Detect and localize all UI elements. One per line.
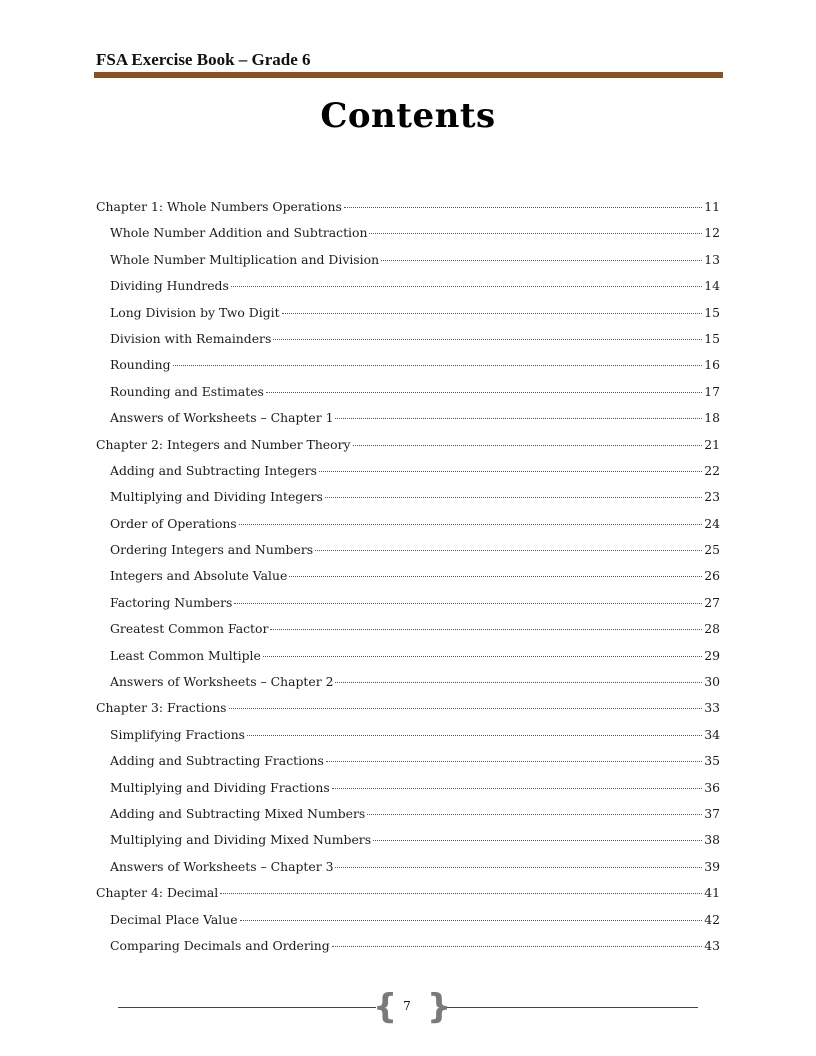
toc-entry-title: Dividing Hundreds — [110, 278, 229, 294]
toc-entry-page: 23 — [704, 489, 720, 505]
page-number: 7 — [403, 999, 411, 1013]
dot-leader — [369, 233, 702, 234]
dot-leader — [353, 445, 703, 446]
toc-entry-title: Multiplying and Dividing Integers — [110, 489, 323, 505]
toc-entry-title: Multiplying and Dividing Fractions — [110, 779, 330, 795]
toc-entry-title: Adding and Subtracting Integers — [110, 462, 318, 478]
toc-entry-page: 39 — [704, 858, 720, 874]
toc-entry-page: 30 — [704, 674, 720, 690]
toc-entry-title: Whole Number Multiplication and Division — [110, 251, 380, 267]
toc-entry-title: Least Common Multiple — [110, 647, 261, 663]
dot-leader — [220, 893, 702, 894]
toc-entry-page: 34 — [704, 726, 720, 742]
dot-leader — [335, 418, 702, 419]
toc-chapter-entry[interactable] — [96, 196, 720, 222]
toc-entry-page: 29 — [704, 647, 720, 663]
toc-entry-page: 21 — [704, 436, 720, 452]
toc-entry-page: 26 — [704, 568, 720, 584]
toc-section-entry[interactable] — [96, 513, 720, 539]
toc-entry-title: Greatest Common Factor — [110, 621, 269, 637]
dot-leader — [247, 735, 702, 736]
toc-entry-title: Multiplying and Dividing Mixed Numbers — [110, 832, 372, 848]
dot-leader — [326, 761, 702, 762]
dot-leader — [289, 576, 702, 577]
toc-section-entry[interactable] — [96, 935, 720, 961]
toc-entry-title: Adding and Subtracting Mixed Numbers — [110, 805, 366, 821]
toc-section-entry[interactable] — [96, 275, 720, 301]
toc-section-entry[interactable] — [96, 222, 720, 248]
toc-section-entry[interactable] — [96, 302, 720, 328]
toc-section-entry[interactable] — [96, 618, 720, 644]
toc-entry-title: Whole Number Addition and Subtraction — [110, 225, 368, 241]
toc-section-entry[interactable] — [96, 592, 720, 618]
toc-entry-title: Decimal Place Value — [110, 911, 238, 927]
toc-section-entry[interactable] — [96, 354, 720, 380]
toc-entry-title: Factoring Numbers — [110, 594, 233, 610]
toc-entry-page: 27 — [704, 594, 720, 610]
toc-entry-title: Adding and Subtracting Fractions — [110, 753, 324, 769]
toc-section-entry[interactable] — [96, 909, 720, 935]
footer-rule-right — [441, 1007, 698, 1008]
dot-leader — [234, 603, 702, 604]
dot-leader — [381, 260, 702, 261]
dot-leader — [332, 946, 703, 947]
close-bracket-icon: } — [427, 987, 452, 1027]
dot-leader — [325, 497, 702, 498]
toc-entry-page: 15 — [704, 330, 720, 346]
toc-entry-page: 18 — [704, 410, 720, 426]
toc-entry-title: Integers and Absolute Value — [110, 568, 288, 584]
dot-leader — [273, 339, 702, 340]
toc-entry-title: Rounding and Estimates — [110, 383, 264, 399]
toc-entry-page: 11 — [704, 199, 720, 214]
toc-entry-page: 16 — [704, 357, 720, 373]
toc-section-entry[interactable] — [96, 750, 720, 776]
toc-chapter-entry[interactable] — [96, 697, 720, 723]
toc-section-entry[interactable] — [96, 486, 720, 512]
toc-entry-title: Comparing Decimals and Ordering — [110, 937, 330, 953]
toc-entry-page: 42 — [704, 911, 720, 927]
dot-leader — [231, 286, 702, 287]
toc-entry-page: 38 — [704, 832, 720, 848]
toc-entry-title: Chapter 1: Whole Numbers Operations — [96, 199, 342, 214]
toc-entry-page: 25 — [704, 542, 720, 558]
dot-leader — [239, 524, 703, 525]
toc-entry-page: 14 — [704, 278, 720, 294]
toc-entry-title: Answers of Worksheets – Chapter 1 — [110, 410, 334, 426]
toc-entry-page: 24 — [704, 515, 720, 531]
toc-section-entry[interactable] — [96, 328, 720, 354]
toc-chapter-entry[interactable] — [96, 434, 720, 460]
toc-section-entry[interactable] — [96, 539, 720, 565]
header-rule — [94, 72, 723, 78]
dot-leader — [229, 708, 703, 709]
dot-leader — [240, 920, 703, 921]
toc-entry-page: 12 — [704, 225, 720, 241]
dot-leader — [173, 365, 703, 366]
dot-leader — [319, 471, 702, 472]
toc-entry-title: Answers of Worksheets – Chapter 2 — [110, 674, 334, 690]
dot-leader — [344, 207, 702, 208]
toc-entry-title: Simplifying Fractions — [110, 726, 246, 742]
toc-entry-page: 13 — [704, 251, 720, 267]
toc-section-entry[interactable] — [96, 565, 720, 591]
toc-section-entry[interactable] — [96, 829, 720, 855]
open-bracket-icon: { — [373, 987, 398, 1027]
running-header-title: FSA Exercise Book – Grade 6 — [96, 50, 311, 69]
toc-section-entry[interactable] — [96, 803, 720, 829]
toc-section-entry[interactable] — [96, 671, 720, 697]
dot-leader — [373, 840, 702, 841]
toc-section-entry[interactable] — [96, 724, 720, 750]
toc-entry-page: 41 — [704, 885, 720, 901]
dot-leader — [335, 867, 702, 868]
toc-entry-page: 35 — [704, 753, 720, 769]
toc-entry-page: 43 — [704, 937, 720, 953]
dot-leader — [282, 313, 703, 314]
toc-chapter-entry[interactable] — [96, 882, 720, 908]
toc-section-entry[interactable] — [96, 460, 720, 486]
toc-entry-page: 36 — [704, 779, 720, 795]
toc-entry-page: 33 — [704, 700, 720, 716]
toc-section-entry[interactable] — [96, 381, 720, 407]
dot-leader — [266, 392, 702, 393]
dot-leader — [332, 788, 703, 789]
toc-entry-page: 15 — [704, 304, 720, 320]
toc-entry-page: 17 — [704, 383, 720, 399]
toc-section-entry[interactable] — [96, 856, 720, 882]
toc-entry-title: Chapter 4: Decimal — [96, 885, 219, 901]
toc-section-entry[interactable] — [96, 249, 720, 275]
toc-section-entry[interactable] — [96, 645, 720, 671]
toc-entry-title: Chapter 2: Integers and Number Theory — [96, 436, 351, 452]
toc-entry-title: Division with Remainders — [110, 330, 272, 346]
toc-entry-page: 28 — [704, 621, 720, 637]
dot-leader — [315, 550, 702, 551]
dot-leader — [367, 814, 702, 815]
toc-entry-title: Rounding — [110, 357, 171, 373]
toc-entry-title: Chapter 3: Fractions — [96, 700, 227, 716]
dot-leader — [263, 656, 702, 657]
toc-entry-title: Answers of Worksheets – Chapter 3 — [110, 858, 334, 874]
toc-entry-title: Order of Operations — [110, 515, 237, 531]
toc-section-entry[interactable] — [96, 777, 720, 803]
dot-leader — [270, 629, 702, 630]
table-of-contents — [96, 196, 720, 961]
toc-entry-page: 22 — [704, 462, 720, 478]
toc-entry-title: Ordering Integers and Numbers — [110, 542, 314, 558]
toc-entry-title: Long Division by Two Digit — [110, 304, 280, 320]
page-title: Contents — [320, 96, 496, 136]
toc-section-entry[interactable] — [96, 407, 720, 433]
toc-entry-page: 37 — [704, 805, 720, 821]
footer-rule-left — [118, 1007, 376, 1008]
dot-leader — [335, 682, 702, 683]
